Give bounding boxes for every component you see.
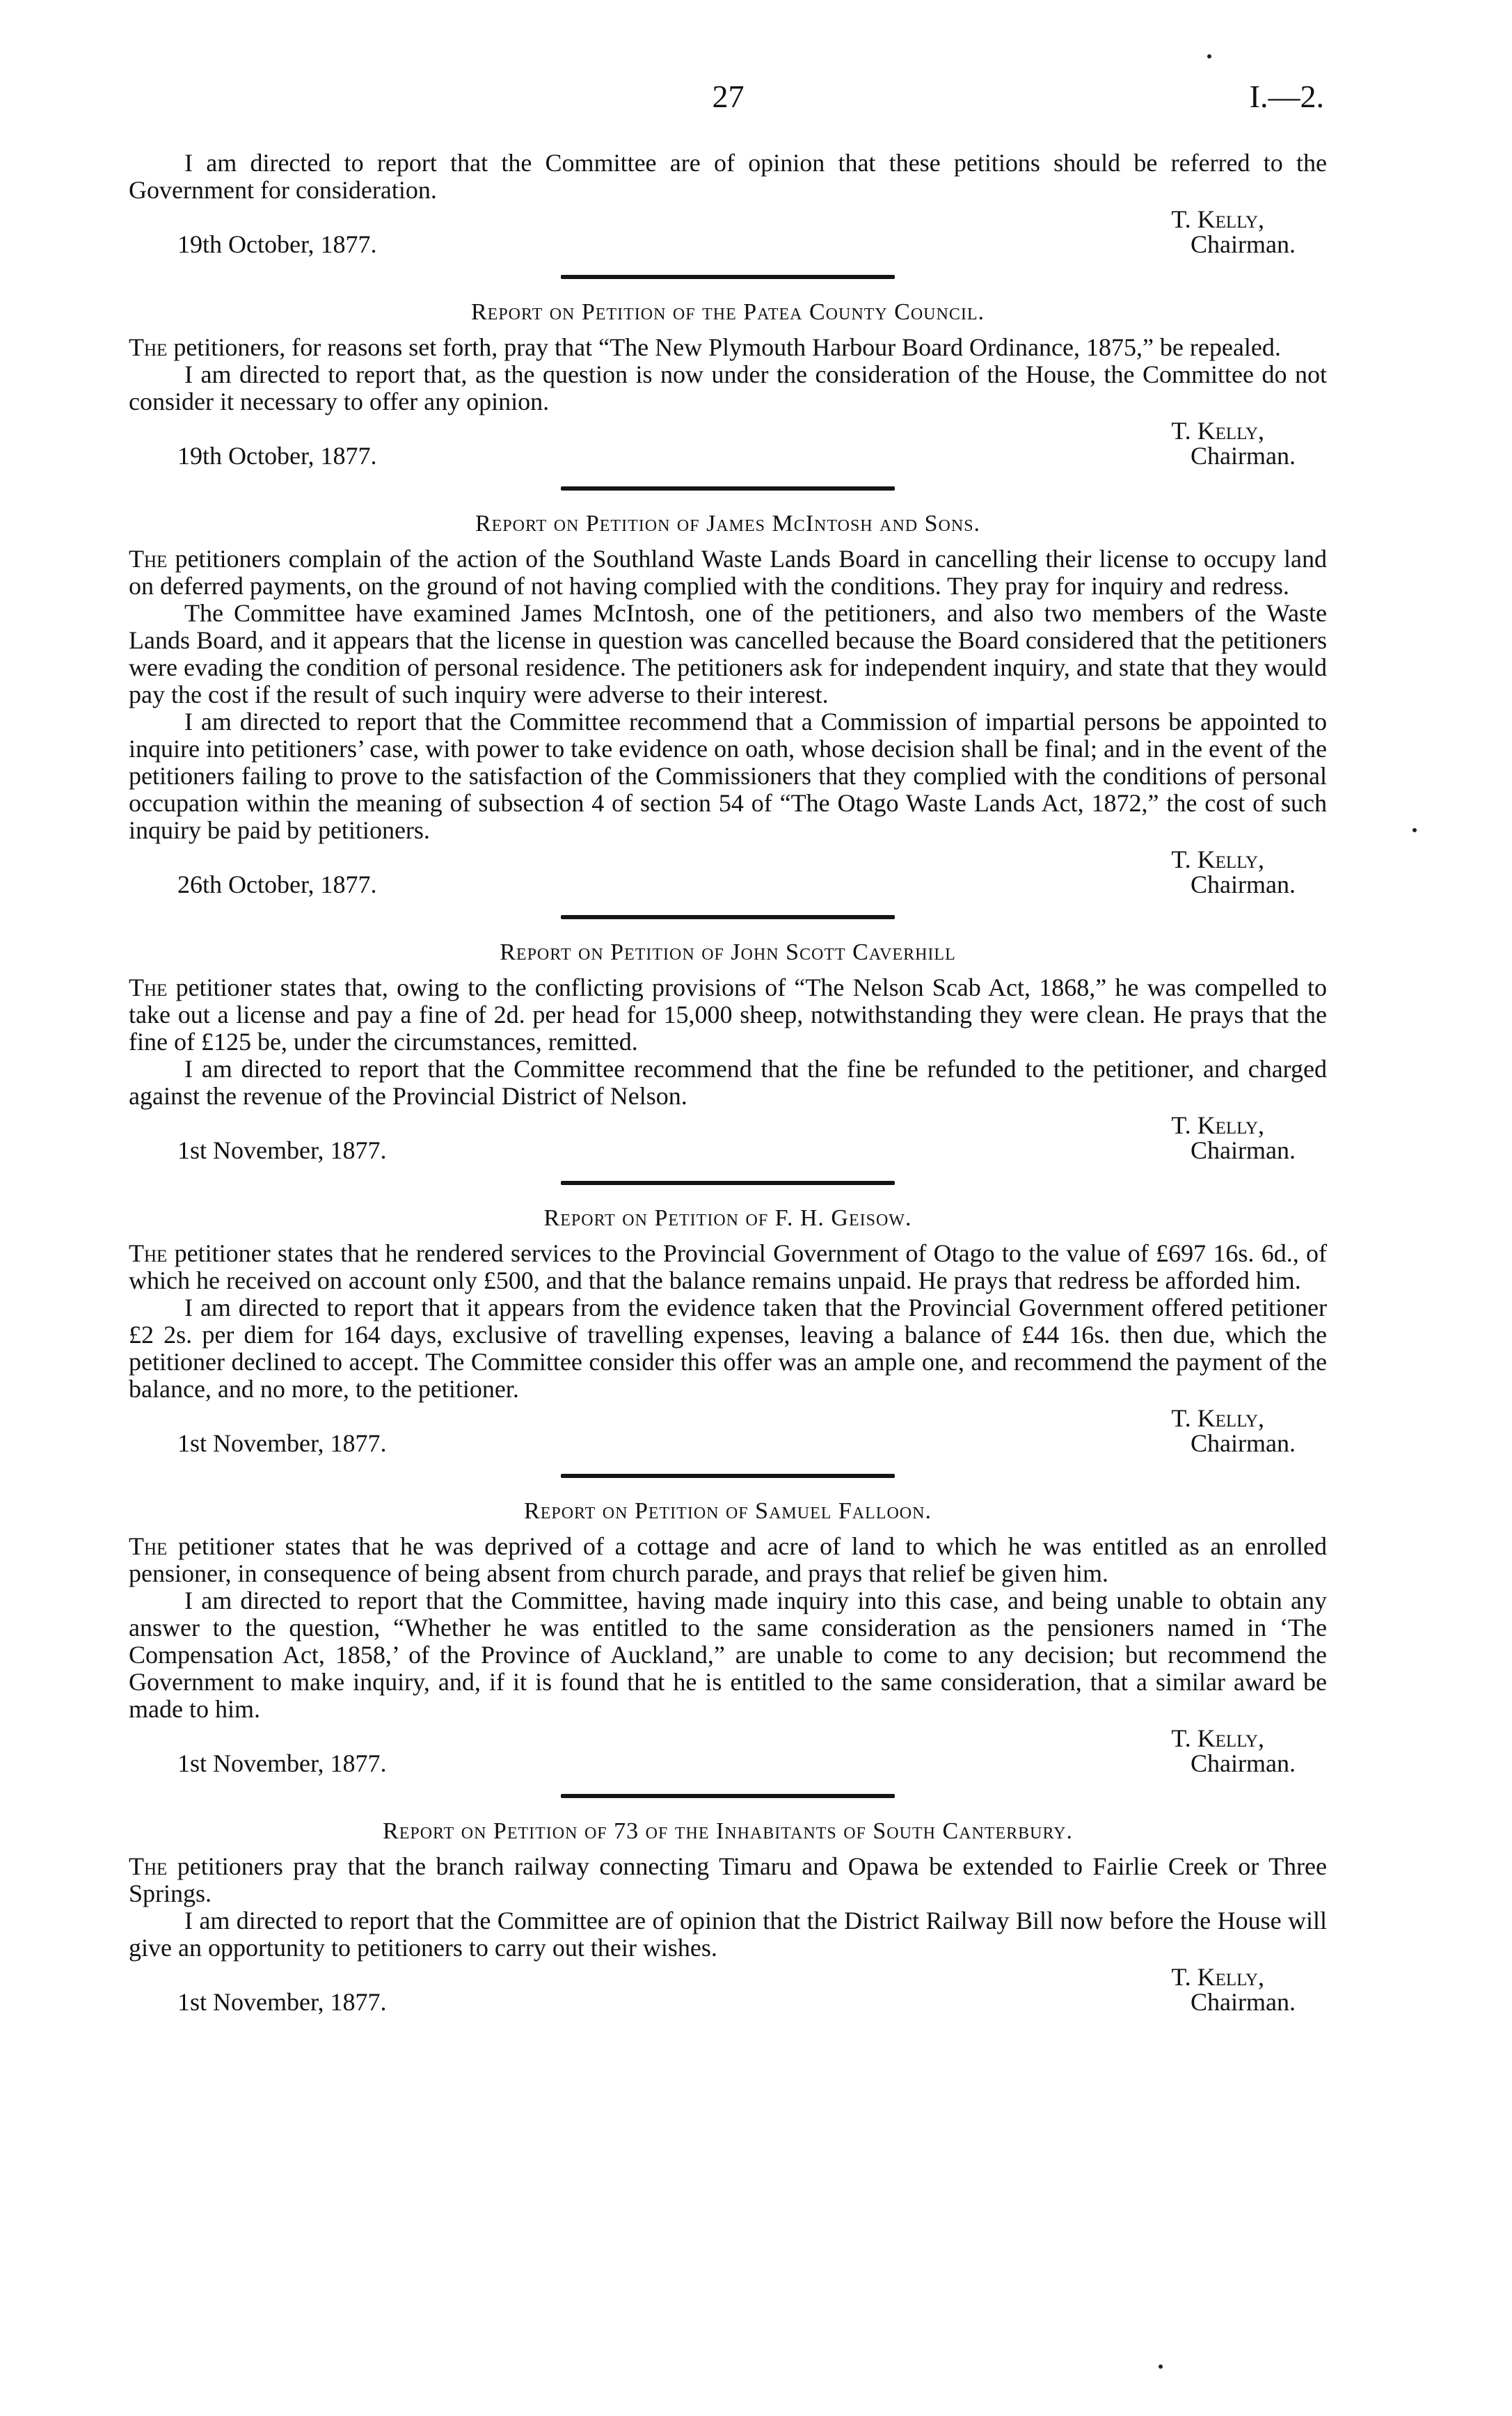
paragraph-text: petitioners complain of the action of the Southland Waste Lands Board in cancelling their license to occupy land on deferred payments, on the ground of not having complied with the conditions. They pray for inquiry and redress. xyxy=(129,545,1328,600)
signature-name: T. Kelly, xyxy=(1171,1963,1264,1991)
date-row xyxy=(129,1431,1327,1456)
report-date: 19th October, 1877. xyxy=(177,442,377,470)
report-section xyxy=(129,1205,1327,1456)
signature-name: T. Kelly, xyxy=(1171,845,1264,873)
paragraph-text: petitioner states that he was deprived of a cottage and acre of land to which he was entitled as an enrolled pensioner, in consequence of being absent from church parade, and prays that relief be given him. xyxy=(129,1532,1328,1587)
report-date: 1st November, 1877. xyxy=(177,1749,387,1777)
report-paragraph: I am directed to report that the Committee are of opinion that the District Railway Bill now before the House will give an opportunity to petitioners to carry out their wishes. xyxy=(129,1907,1327,1962)
report-paragraph: I am directed to report that it appears from the evidence taken that the Provincial Government offered petitioner £2 2s. per diem for 164 days, exclusive of travelling expenses, leaving a balance of £44 16s. then due, which the petitioner declined to accept. The Committee consider this offer was an ample one, and recommend the payment of the balance, and no more, to the petitioner. xyxy=(129,1294,1327,1403)
report-date: 19th October, 1877. xyxy=(177,230,377,258)
report-title: Report on Petition of F. H. Geisow. xyxy=(543,1205,912,1231)
paragraph-text: petitioner states that, owing to the conflicting provisions of “The Nelson Scab Act, 1868,” he was compelled to take out a license and pay a fine of 2d. per head for 15,000 sheep, notwithstanding they were clean. He prays that the fine of £125 be, under the circumstances, remitted. xyxy=(129,973,1327,1056)
section-divider xyxy=(561,486,895,491)
report-paragraph: I am directed to report that, as the question is now under the consideration of the House, the Committee do not consider it necessary to offer any opinion. xyxy=(129,360,1327,415)
date-row xyxy=(129,872,1327,897)
signature-name: T. Kelly, xyxy=(1171,417,1264,445)
report-paragraph: I am directed to report that the Committee recommend that a Commission of impartial persons be appointed to inquire into petitioners’ case, with power to take evidence on oath, whose decision shall be final; and in the event of the petitioners failing to prove to the satisfaction of the Commissioners that they complied with the conditions of personal occupation within the meaning of subsection 4 of section 54 of “The Otago Waste Lands Act, 1872,” the cost of such inquiry be paid by petitioners. xyxy=(129,708,1327,844)
report-paragraph xyxy=(129,1533,1327,1587)
signature-role: Chairman. xyxy=(1191,1749,1296,1777)
report-date: 26th October, 1877. xyxy=(177,871,377,898)
document-reference: I.—2. xyxy=(1249,79,1324,114)
signature-name: T. Kelly, xyxy=(1171,1404,1264,1432)
date-row xyxy=(129,443,1327,468)
print-speck xyxy=(1207,54,1211,58)
date-row xyxy=(129,1751,1327,1776)
date-row xyxy=(129,1989,1327,2014)
lead-word: The xyxy=(129,1852,168,1880)
report-title: Report on Petition of John Scott Caverhill xyxy=(500,939,956,965)
report-paragraph xyxy=(129,1240,1327,1294)
report-title: Report on Petition of James McIntosh and Sons. xyxy=(475,511,981,537)
date-row xyxy=(129,232,1327,257)
signature-name: T. Kelly, xyxy=(1171,205,1264,233)
paragraph-text: petitioners, for reasons set forth, pray that “The New Plymouth Harbour Board Ordinance, 1875,” be repealed. xyxy=(173,333,1281,361)
report-paragraph xyxy=(129,1853,1327,1907)
report-date: 1st November, 1877. xyxy=(177,1988,387,2016)
paragraph-text: petitioners pray that the branch railway connecting Timaru and Opawa be extended to Fairlie Creek or Three Springs. xyxy=(129,1852,1328,1907)
document-body xyxy=(129,150,1327,2014)
date-row xyxy=(129,1138,1327,1163)
report-title: Report on Petition of Samuel Falloon. xyxy=(524,1498,932,1524)
report-section xyxy=(129,510,1327,897)
page-header xyxy=(132,78,1324,127)
report-paragraph xyxy=(129,334,1327,361)
signature-role: Chairman. xyxy=(1191,1136,1296,1164)
lead-word: The xyxy=(129,1239,168,1267)
report-paragraph: I am directed to report that the Committee recommend that the fine be refunded to the petitioner, and charged against the revenue of the Provincial District of Nelson. xyxy=(129,1055,1327,1110)
section-divider xyxy=(561,275,895,279)
report-date: 1st November, 1877. xyxy=(177,1136,387,1164)
print-speck xyxy=(1159,2365,1163,2369)
page-number: 27 xyxy=(712,79,745,114)
report-title: Report on Petition of the Patea County Council. xyxy=(470,299,985,325)
print-speck xyxy=(1412,828,1417,832)
report-section xyxy=(129,939,1327,1163)
signature-role: Chairman. xyxy=(1191,1429,1296,1457)
lead-word: The xyxy=(129,1532,168,1560)
intro-paragraph: I am directed to report that the Committee are of opinion that these petitions should be referred to the Government for consideration. xyxy=(129,149,1327,204)
signature-role: Chairman. xyxy=(1191,442,1296,470)
report-date: 1st November, 1877. xyxy=(177,1429,387,1457)
signature-role: Chairman. xyxy=(1191,230,1296,258)
report-paragraph: The Committee have examined James McIntosh, one of the petitioners, and also two members of the Waste Lands Board, and it appears that the license in question was cancelled because the Board considered that the petitioners were evading the condition of personal residence. The petitioners ask for independent inquiry, and state that they would pay the cost if the result of such inquiry were adverse to their interest. xyxy=(129,599,1327,708)
report-section xyxy=(129,1818,1327,2014)
signature-name: T. Kelly, xyxy=(1171,1724,1264,1752)
lead-word: The xyxy=(129,545,168,573)
section-divider xyxy=(561,1794,895,1798)
signature-role: Chairman. xyxy=(1191,871,1296,898)
signature-role: Chairman. xyxy=(1191,1988,1296,2016)
intro-section xyxy=(129,150,1327,257)
report-paragraph xyxy=(129,974,1327,1056)
signature-name: T. Kelly, xyxy=(1171,1111,1264,1139)
section-divider xyxy=(561,1474,895,1478)
report-paragraph: I am directed to report that the Committee, having made inquiry into this case, and being unable to obtain any answer to the question, “Whether he was entitled to the same consideration as the pensioners named in ‘The Compensation Act, 1858,’ of the Province of Auckland,” are unable to come to any decision; but recommend the Government to make inquiry, and, if it is found that he is entitled to the same consideration, that a similar award be made to him. xyxy=(129,1587,1327,1723)
report-title: Report on Petition of 73 of the Inhabitants of South Canterbury. xyxy=(383,1818,1073,1844)
lead-word: The xyxy=(129,973,168,1001)
report-section xyxy=(129,1497,1327,1776)
lead-word: The xyxy=(129,333,168,361)
section-divider xyxy=(561,1181,895,1185)
report-paragraph xyxy=(129,546,1327,600)
paragraph-text: petitioner states that he rendered services to the Provincial Government of Otago to the value of £697 16s. 6d., of which he received on account only £500, and that the balance remains unpaid. He prays that redress be afforded him. xyxy=(129,1239,1327,1294)
section-divider xyxy=(561,915,895,919)
report-section xyxy=(129,299,1327,468)
